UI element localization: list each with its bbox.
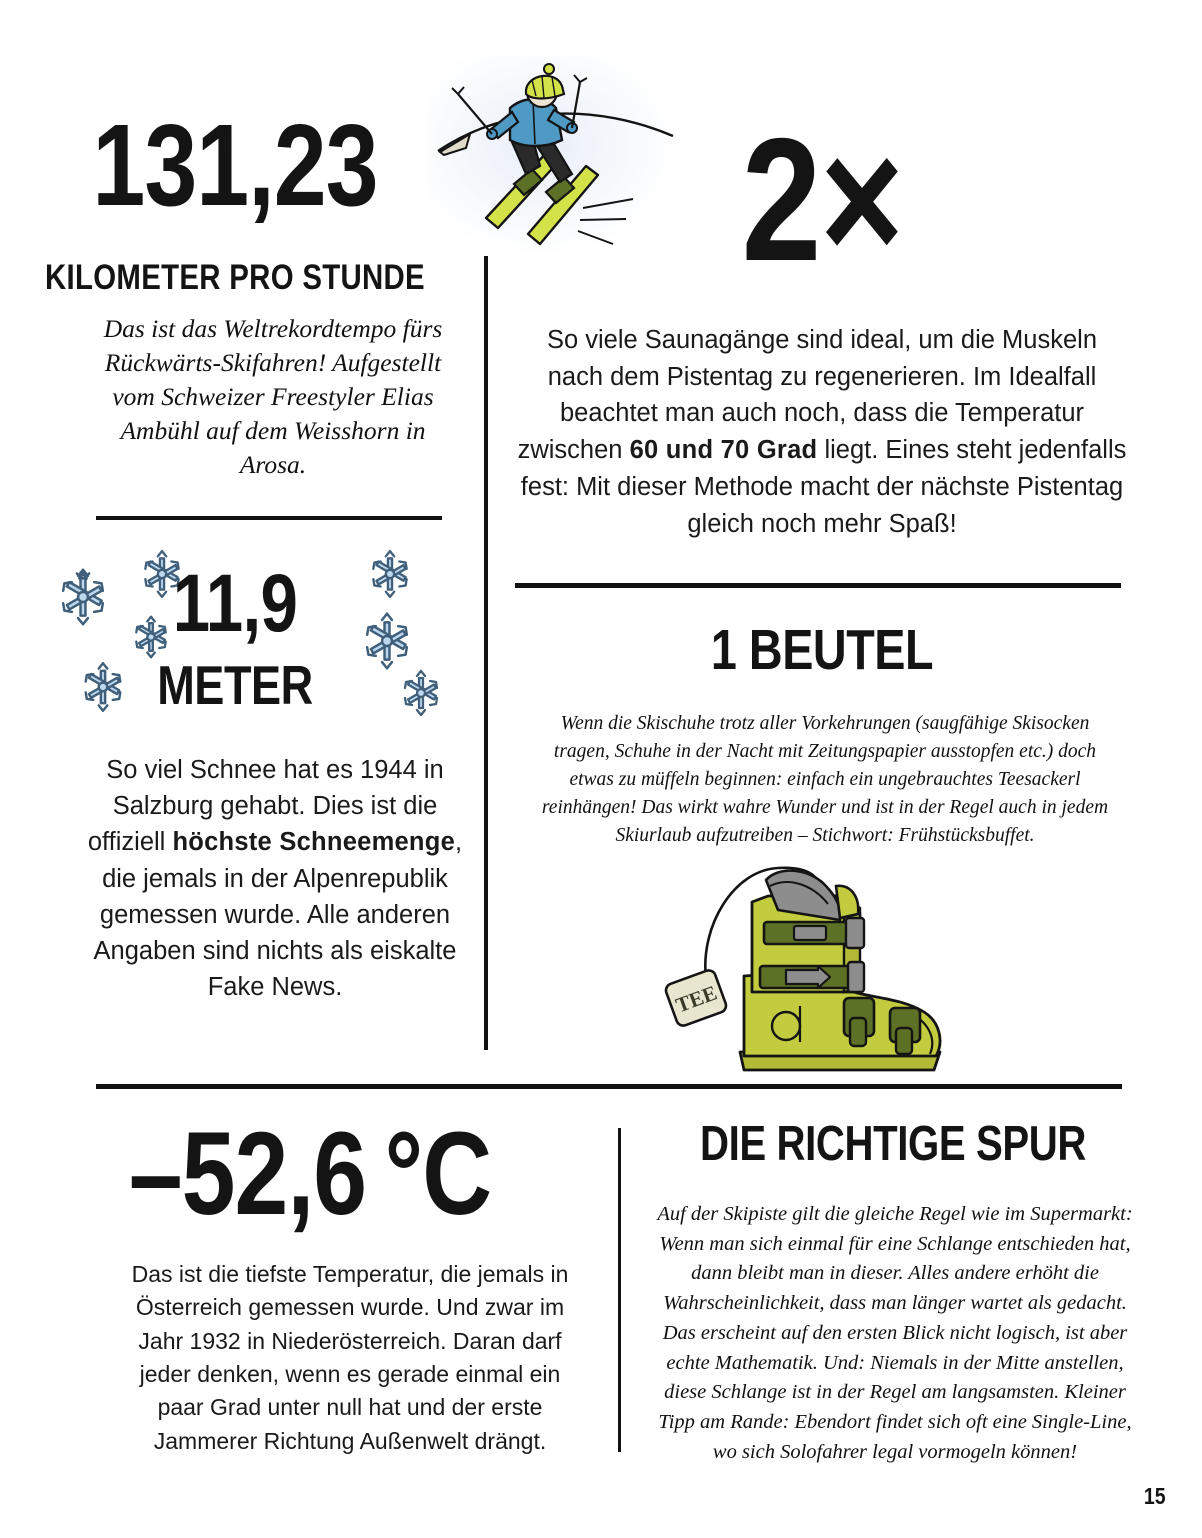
- speed-body: Das ist das Weltrekordtempo fürs Rückwärts-Skifahren! Aufgestellt vom Schweizer Freestyler Elias Ambühl auf dem Weisshorn in Arosa.: [103, 314, 443, 479]
- divider-vertical-lower: [618, 1128, 621, 1452]
- snow-body-part2: , die jemals in der Alpenrepublik gemessen wurde. Alle anderen Angaben sind nichts als eiskalte Fake News.: [93, 828, 463, 1002]
- sauna-body-part1: So viele Saunagänge sind ideal, um die Muskeln nach dem Pistentag zu regenerieren. Im Idealfall beachtet man auch noch, dass die Temperatur zwischen: [517, 326, 1098, 465]
- sauna-emphasis: 60 und 70 Grad: [629, 436, 818, 465]
- sauna-body: [516, 322, 1128, 542]
- sauna-body-part2: liegt. Eines steht jedenfalls fest: Mit dieser Methode macht der nächste Pistentag gleich noch mehr Spaß!: [520, 436, 1127, 538]
- snow-unit: METER: [157, 654, 313, 716]
- snow-body-part1: So viel Schnee hat es 1944 in Salzburg gehabt. Dies ist die offiziell: [87, 756, 444, 857]
- spur-heading: DIE RICHTIGE SPUR: [699, 1117, 1087, 1171]
- speed-unit: KILOMETER PRO STUNDE: [45, 258, 425, 297]
- snow-body: [84, 752, 466, 1005]
- tea-tag-label: TEE: [672, 980, 721, 1018]
- sauna-number: 2×: [741, 103, 903, 298]
- speed-number: 131,23: [92, 100, 378, 230]
- snow-emphasis: höchste Schneemenge: [172, 828, 456, 857]
- cold-body: Das ist die tiefste Temperatur, die jemals in Österreich gemessen wurde. Und zwar im Jahr 1932 in Niederösterreich. Daran darf jeder denken, wenn es gerade einmal ein paar Grad unter null hat und der erste Jammerer Richtung Außenwelt drängt.: [131, 1261, 569, 1454]
- page-number: 15: [1144, 1483, 1166, 1509]
- snow-number: 11,9: [172, 558, 298, 649]
- ski-boot-illustration: [648, 856, 978, 1088]
- divider-right-upper: [515, 583, 1121, 588]
- spur-body: Auf der Skipiste gilt die gleiche Regel wie im Supermarkt: Wenn man sich einmal für eine Schlange entschieden hat, dann bleibt man in dieser. Alles andere erhöht die Wahrscheinlichkeit, dass man länger wartet als gedacht. Das erscheint auf den ersten Blick nicht logisch, ist aber echte Mathematik. Und: Niemals in der Mitte anstellen, diese Schlange ist in der Regel am langsamsten. Kleiner Tipp am Rande: Ebendort findet sich oft eine Single-Line, wo sich Solofahrer legal vormogeln können!: [657, 1203, 1133, 1463]
- beutel-heading: 1 BEUTEL: [710, 618, 934, 682]
- cold-number: –52,6 °C: [128, 1108, 492, 1240]
- beutel-body: Wenn die Skischuhe trotz aller Vorkehrungen (saugfähige Skisocken tragen, Schuhe in der Nacht mit Zeitungspapier ausstopfen etc.) doch etwas zu müffeln beginnen: einfach ein ungebrauchtes Teesackerl reinhängen! Das wirkt wahre Wunder und ist in der Regel auch in jedem Skiurlaub aufzutreiben – Stichwort: Frühstücksbuffet.: [541, 713, 1109, 847]
- divider-left-upper: [96, 516, 442, 520]
